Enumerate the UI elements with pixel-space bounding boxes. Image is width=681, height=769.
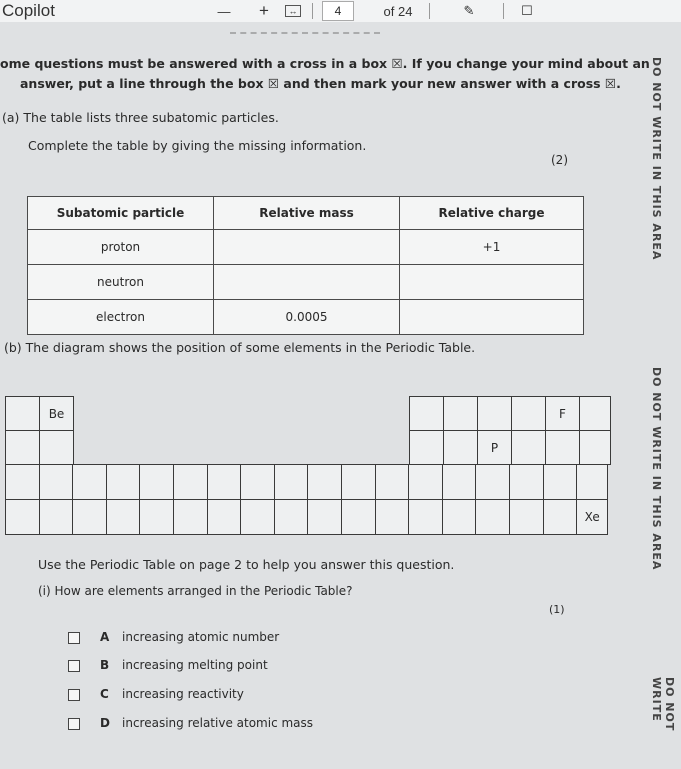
pt-cell — [307, 499, 342, 535]
pt-cell — [341, 464, 376, 500]
table-row — [28, 300, 584, 335]
pt-cell — [545, 430, 580, 465]
zoom-in-button[interactable]: + — [259, 1, 269, 20]
use-periodic-table-note: Use the Periodic Table on page 2 to help you answer this question. — [38, 557, 455, 572]
pt-cell — [408, 464, 443, 500]
part-a-marks: (2) — [551, 153, 568, 167]
pt-cell — [475, 464, 510, 500]
pt-cell-p: P — [477, 430, 512, 465]
pt-cell — [443, 396, 478, 431]
pt-cell — [5, 396, 40, 431]
fit-width-icon[interactable]: ↔ — [282, 0, 304, 22]
separator — [503, 3, 504, 19]
part-a-heading: (a) The table lists three subatomic particles. — [2, 110, 279, 125]
toolbar — [0, 0, 681, 23]
instructions-line-2: answer, put a line through the box ☒ and then mark your new answer with a cross ☒. — [20, 76, 621, 91]
cut-off-heading — [230, 32, 380, 38]
pt-cell — [106, 464, 141, 500]
pt-cell — [509, 464, 544, 500]
margin-warning: DO NOT WRITE — [650, 677, 676, 732]
pt-cell — [511, 430, 546, 465]
pt-cell — [173, 464, 208, 500]
pt-cell — [5, 430, 40, 465]
pt-cell — [39, 430, 74, 465]
table-header: Relative charge — [400, 197, 584, 230]
option-letter: B — [100, 658, 110, 672]
pt-cell — [442, 464, 477, 500]
question-i-marks: (1) — [549, 603, 565, 616]
part-a-instruction: Complete the table by giving the missing information. — [28, 138, 367, 153]
margin-warning: DO NOT WRITE IN THIS AREA — [650, 367, 663, 571]
option-text: increasing melting point — [122, 658, 268, 672]
pt-cell — [576, 464, 608, 500]
question-i: (i) How are elements arranged in the Periodic Table? — [38, 584, 353, 598]
option-text: increasing reactivity — [122, 687, 244, 701]
pt-cell — [409, 430, 444, 465]
option-letter: D — [100, 716, 110, 730]
pt-cell — [408, 499, 443, 535]
answer-cell[interactable] — [400, 300, 584, 335]
app-title: Copilot — [2, 1, 55, 20]
pt-cell — [443, 430, 478, 465]
pt-cell — [475, 499, 510, 535]
table-row — [28, 230, 584, 265]
zoom-out-button[interactable]: — — [217, 3, 231, 19]
answer-checkbox-d[interactable] — [68, 718, 80, 730]
pt-cell — [240, 464, 275, 500]
pt-cell — [72, 464, 107, 500]
answer-cell[interactable] — [214, 230, 400, 265]
pt-cell — [375, 464, 410, 500]
pt-cell — [39, 464, 74, 500]
answer-checkbox-c[interactable] — [68, 689, 80, 701]
instructions-line-1: ome questions must be answered with a cross in a box ☒. If you change your mind about an — [0, 56, 650, 71]
pt-cell — [543, 499, 578, 535]
pt-cell — [207, 464, 242, 500]
pt-cell-xe: Xe — [576, 499, 608, 535]
table-cell: electron — [28, 300, 214, 335]
table-cell: proton — [28, 230, 214, 265]
pt-cell — [5, 499, 40, 535]
draw-icon[interactable]: ✎ — [463, 3, 475, 18]
pt-cell — [579, 396, 611, 431]
pt-cell — [307, 464, 342, 500]
answer-checkbox-a[interactable] — [68, 632, 80, 644]
reading-view-icon[interactable]: ☐ — [521, 3, 533, 18]
pt-cell — [207, 499, 242, 535]
pt-cell — [511, 396, 546, 431]
pt-cell — [274, 499, 309, 535]
pt-cell — [139, 499, 174, 535]
pt-cell-f: F — [545, 396, 580, 431]
pt-cell-be: Be — [39, 396, 74, 431]
pt-cell — [509, 499, 544, 535]
subatomic-particles-table — [27, 196, 584, 335]
pt-cell — [375, 499, 410, 535]
table-header: Subatomic particle — [28, 197, 214, 230]
pt-cell — [341, 499, 376, 535]
answer-checkbox-b[interactable] — [68, 660, 80, 672]
margin-warning: DO NOT WRITE IN THIS AREA — [650, 57, 663, 261]
pt-cell — [543, 464, 578, 500]
pt-cell — [442, 499, 477, 535]
option-text: increasing relative atomic mass — [122, 716, 314, 730]
option-letter: C — [100, 687, 109, 701]
separator — [429, 3, 430, 19]
pt-cell — [579, 430, 611, 465]
option-text: increasing atomic number — [122, 630, 280, 644]
answer-cell[interactable] — [400, 265, 584, 300]
pt-cell — [409, 396, 444, 431]
pt-cell — [139, 464, 174, 500]
table-cell: 0.0005 — [214, 300, 400, 335]
pt-cell — [106, 499, 141, 535]
separator — [312, 3, 313, 19]
page-total: of 24 — [383, 3, 413, 19]
table-cell: +1 — [400, 230, 584, 265]
pt-cell — [173, 499, 208, 535]
pt-cell — [39, 499, 74, 535]
periodic-table-diagram — [5, 396, 611, 536]
part-b-heading: (b) The diagram shows the position of some elements in the Periodic Table. — [4, 340, 476, 355]
pt-cell — [240, 499, 275, 535]
option-letter: A — [100, 630, 110, 644]
pt-cell — [477, 396, 512, 431]
pt-cell — [274, 464, 309, 500]
table-cell: neutron — [28, 265, 214, 300]
table-row — [28, 265, 584, 300]
page-number-input[interactable]: 4 — [322, 1, 354, 21]
answer-cell[interactable] — [214, 265, 400, 300]
pt-cell — [5, 464, 40, 500]
pt-cell — [72, 499, 107, 535]
table-header: Relative mass — [214, 197, 400, 230]
